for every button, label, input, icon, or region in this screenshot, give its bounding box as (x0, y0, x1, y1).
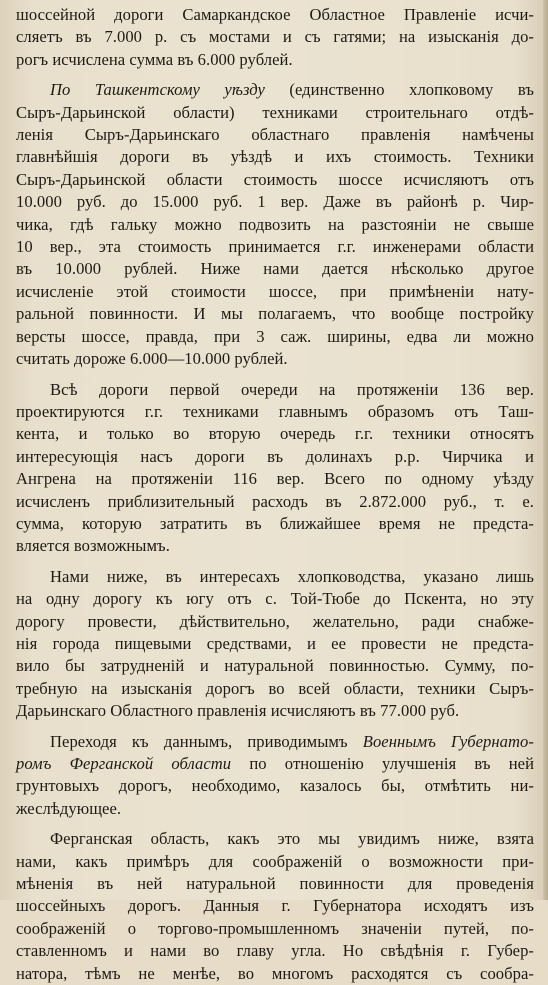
paragraph-1 (16, 4, 534, 71)
text-line (16, 731, 534, 753)
text-line: мѣненія въ ней натуральной повинности для проведенія (16, 874, 534, 894)
text-line: нами, какъ примѣръ для соображеній о возможности при- (16, 851, 534, 871)
text-line: нія города пищевыми средствами, и ее провести не предста- (16, 633, 534, 653)
text-line: соображеній о торгово-промышленномъ значеніи путей, по- (16, 918, 534, 938)
text-line: вило бы затрудненій и натуральной повинностью. Сумму, по- (16, 656, 534, 676)
text-line: интересующія насъ дороги въ долинахъ р.р. Чирчика и (16, 446, 534, 466)
text-line: кента, и только во вторую очередь г.г. техники относятъ (16, 424, 534, 444)
text-line: Сыръ-Дарьинской области стоимость шоссе исчисляютъ отъ (16, 169, 534, 189)
text-line: жеслѣдующее. (16, 798, 122, 818)
text-line: 10.000 руб. до 15.000 руб. 1 вер. Даже въ районѣ р. Чир- (16, 192, 534, 212)
text-line: требную на изысканія дорогъ во всей области, техники Сыръ- (16, 678, 534, 698)
paragraph-6 (16, 828, 534, 985)
text-fragment: (единственно хлопковому въ (264, 80, 534, 100)
text-line: Ферганская область, какъ это мы увидимъ ниже, взята (50, 829, 534, 849)
paragraph-5 (16, 731, 534, 821)
text-line: чика, гдѣ гальку можно подвозить на разстояніи не свыше (16, 214, 534, 234)
text-line: сумма, которую затратить въ ближайшее время не предста- (16, 513, 534, 533)
text-line: дорогу провести, дѣйствительно, желательно, ради снабже- (16, 611, 534, 631)
text-line: ленія Сыръ-Дарьинскаго областнаго правленія намѣчены (16, 125, 534, 145)
paragraph-3 (16, 379, 534, 558)
page-edge-shadow (543, 0, 548, 900)
text-line: грунтовыхъ дорогъ, необходимо, казалось бы, отмѣтить ни- (16, 776, 534, 796)
text-line: версты шоссе, правда, при 3 саж. ширины, едва ли можно (16, 326, 534, 346)
italic-emphasis: ромъ Ферганской области (16, 754, 232, 773)
text-line (16, 79, 534, 101)
text-line: въ 10.000 рублей. Ниже нами дается нѣсколько другое (16, 259, 534, 279)
text-line: Нами ниже, въ интересахъ хлопководства, указано лишь (50, 566, 534, 586)
text-line: рогъ исчислена сумма въ 6.000 рублей. (16, 49, 293, 69)
text-line: ральной повинности. И мы полагаемъ, что вообще постройку (16, 304, 534, 324)
text-line: главнѣйшія дороги въ уѣздѣ и ихъ стоимость. Техники (16, 147, 534, 167)
text-line: вляется возможнымъ. (16, 536, 170, 556)
text-line: Дарьинскаго Областного правленія исчисляютъ въ 77.000 руб. (16, 701, 460, 721)
paragraph-2 (16, 79, 534, 370)
text-line: шоссейныхъ дорогъ. Данныя г. Губернатора исходятъ изъ (16, 896, 534, 916)
text-line: исчисленіе этой стоимости шоссе, при примѣненіи нату- (16, 281, 534, 301)
text-line: исчисленъ приблизительный расходъ въ 2.872.000 руб., т. е. (16, 491, 534, 511)
text-line: Ангрена на протяженіи 116 вер. Всего по одному уѣзду (16, 469, 534, 489)
text-line: натора, тѣмъ не менѣе, во многомъ расходятся съ сообра- (16, 963, 534, 983)
text-line: считать дороже 6.000—10.000 рублей. (16, 349, 288, 369)
text-line: сляетъ въ 7.000 р. съ мостами и съ гатями; на изысканія до- (16, 27, 534, 47)
italic-emphasis: Военнымъ Губернато- (362, 731, 534, 751)
text-fragment: по отношенію улучшенія въ ней (231, 754, 534, 773)
italic-heading: По Ташкентскому уѣзду (50, 80, 265, 100)
text-line: проектируются г.г. техниками главнымъ образомъ отъ Таш- (16, 401, 534, 421)
text-fragment: Переходя къ даннымъ, приводимымъ (50, 731, 363, 751)
text-line: на одну дорогу къ югу отъ с. Той-Тюбе до Пскента, но эту (16, 589, 534, 609)
text-line: Сыръ-Дарьинской области) техниками строительнаго отдѣ- (16, 102, 534, 122)
text-line: ставленномъ и нами во главу угла. Но свѣдѣнія г. Губер- (16, 941, 534, 961)
paragraph-4 (16, 566, 534, 723)
text-line: Всѣ дороги первой очереди на протяженіи 136 вер. (50, 379, 534, 399)
text-line: 10 вер., эта стоимость принимается г.г. инженерами области (16, 237, 534, 257)
text-line (16, 753, 534, 775)
text-line: шоссейной дороги Самаркандское Областное Правленіе исчи- (16, 5, 534, 24)
